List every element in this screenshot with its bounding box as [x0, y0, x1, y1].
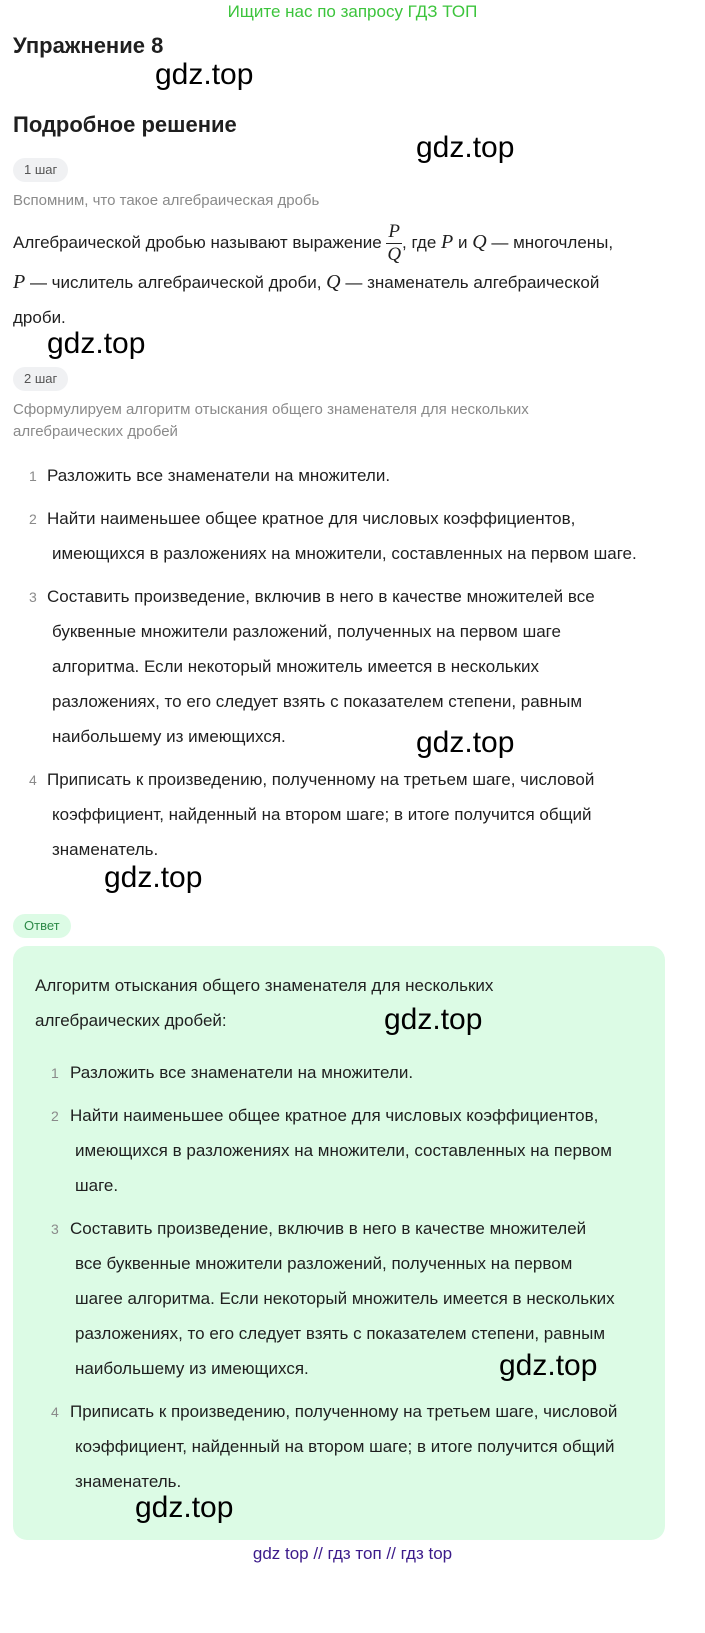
math-var: P [13, 271, 26, 293]
fraction-denominator: Q [387, 244, 402, 265]
algorithm-item-text: имеющихся в разложениях на множители, составленных на первом шаге. [52, 544, 637, 563]
footer-separator: // [386, 1544, 396, 1563]
answer-item-number: 3 [51, 1221, 59, 1237]
answer-item-text: разложениях, то его следует взять с показателем степени, равным [75, 1324, 606, 1343]
watermark: gdz.top [384, 1003, 483, 1036]
step-hint: Вспомним, что такое алгебраическая дробь [13, 192, 320, 209]
algorithm-item-number: 4 [29, 772, 37, 788]
answer-item-text: шагее алгоритма. Если некоторый множитель имеется в нескольких [75, 1289, 615, 1308]
footer-separator: // [313, 1544, 323, 1563]
answer-item-text: имеющихся в разложениях на множители, составленных на первом [75, 1141, 612, 1160]
algorithm-item-text: Разложить все знаменатели на множители. [47, 466, 391, 485]
footer-link[interactable]: гдз топ [327, 1544, 382, 1563]
answer-item-text: Составить произведение, включив в него в качестве множителей [70, 1219, 587, 1238]
definition-text: — многочлены, [491, 232, 614, 252]
algorithm-item-number: 3 [29, 589, 37, 605]
answer-item-number: 4 [51, 1404, 59, 1420]
definition-text: и [457, 232, 468, 252]
definition-text: — знаменатель алгебраической [345, 273, 600, 292]
answer-intro: алгебраических дробей: [35, 1011, 227, 1030]
exercise-title: Упражнение 8 [13, 33, 164, 58]
watermark: gdz.top [416, 726, 515, 759]
answer-item-text: Приписать к произведению, полученному на третьем шаге, числовой [70, 1402, 618, 1421]
definition-line: дроби. [13, 308, 66, 327]
watermark: gdz.top [135, 1491, 234, 1524]
watermark: gdz.top [416, 131, 515, 164]
answer-intro: Алгоритм отыскания общего знаменателя для нескольких [35, 976, 494, 995]
watermark: gdz.top [104, 861, 203, 894]
footer-link[interactable]: гдз top [400, 1544, 453, 1563]
algorithm-item-text: знаменатель. [52, 840, 159, 859]
fraction-numerator: P [388, 221, 401, 242]
answer-item-text: Разложить все знаменатели на множители. [70, 1063, 414, 1082]
search-hint-link[interactable]: Ищите нас по запросу ГДЗ ТОП [227, 2, 478, 21]
answer-item-text: коэффициент, найденный на втором шаге; в итоге получится общий [75, 1437, 615, 1456]
step-badge: 1 шаг [13, 158, 68, 182]
answer-item-number: 1 [51, 1065, 59, 1081]
step-badge: 2 шаг [13, 367, 68, 391]
step-hint: Сформулируем алгоритм отыскания общего знаменателя для нескольких [13, 401, 529, 418]
math-var: Q [472, 230, 487, 253]
answer-item-text: Найти наименьшее общее кратное для числовых коэффициентов, [70, 1106, 599, 1125]
algorithm-item-text: Найти наименьшее общее кратное для числовых коэффициентов, [47, 509, 576, 528]
definition-text: Алгебраической дробью называют выражение [13, 232, 382, 252]
answer-item-number: 2 [51, 1108, 59, 1124]
answer-item-text: наибольшему из имеющихся. [75, 1359, 309, 1378]
definition-text: , где [402, 232, 437, 252]
watermark: gdz.top [499, 1349, 598, 1382]
step-hint: алгебраических дробей [13, 423, 178, 440]
math-var: P [441, 230, 454, 253]
watermark: gdz.top [155, 58, 254, 91]
footer-link[interactable]: gdz top [252, 1544, 309, 1563]
algorithm-item-text: Приписать к произведению, полученному на третьем шаге, числовой [47, 770, 595, 789]
fraction [386, 222, 402, 265]
footer-links [0, 1542, 705, 1566]
answer-badge: Ответ [13, 914, 71, 938]
answer-item-text: шаге. [75, 1176, 119, 1195]
algorithm-item-number: 1 [29, 468, 37, 484]
algorithm-item-text: наибольшему из имеющихся. [52, 727, 286, 746]
answer-item-text: все буквенные множители разложений, полученных на первом [75, 1254, 573, 1273]
algorithm-item-text: коэффициент, найденный на втором шаге; в итоге получится общий [52, 805, 592, 824]
algorithm-item-text: буквенные множители разложений, полученных на первом шаге [52, 622, 561, 641]
algorithm-item-text: разложениях, то его следует взять с показателем степени, равным [52, 692, 583, 711]
definition-line [13, 264, 599, 301]
math-var: Q [326, 271, 341, 293]
algorithm-item-text: алгоритма. Если некоторый множитель имеется в нескольких [52, 657, 540, 676]
solution-heading: Подробное решение [13, 112, 237, 137]
definition-line [13, 222, 613, 265]
watermark: gdz.top [47, 327, 146, 360]
definition-text: — числитель алгебраической дроби, [29, 273, 322, 292]
answer-item-text: знаменатель. [75, 1472, 182, 1491]
algorithm-item-number: 2 [29, 511, 37, 527]
algorithm-item-text: Составить произведение, включив в него в качестве множителей все [47, 587, 595, 606]
